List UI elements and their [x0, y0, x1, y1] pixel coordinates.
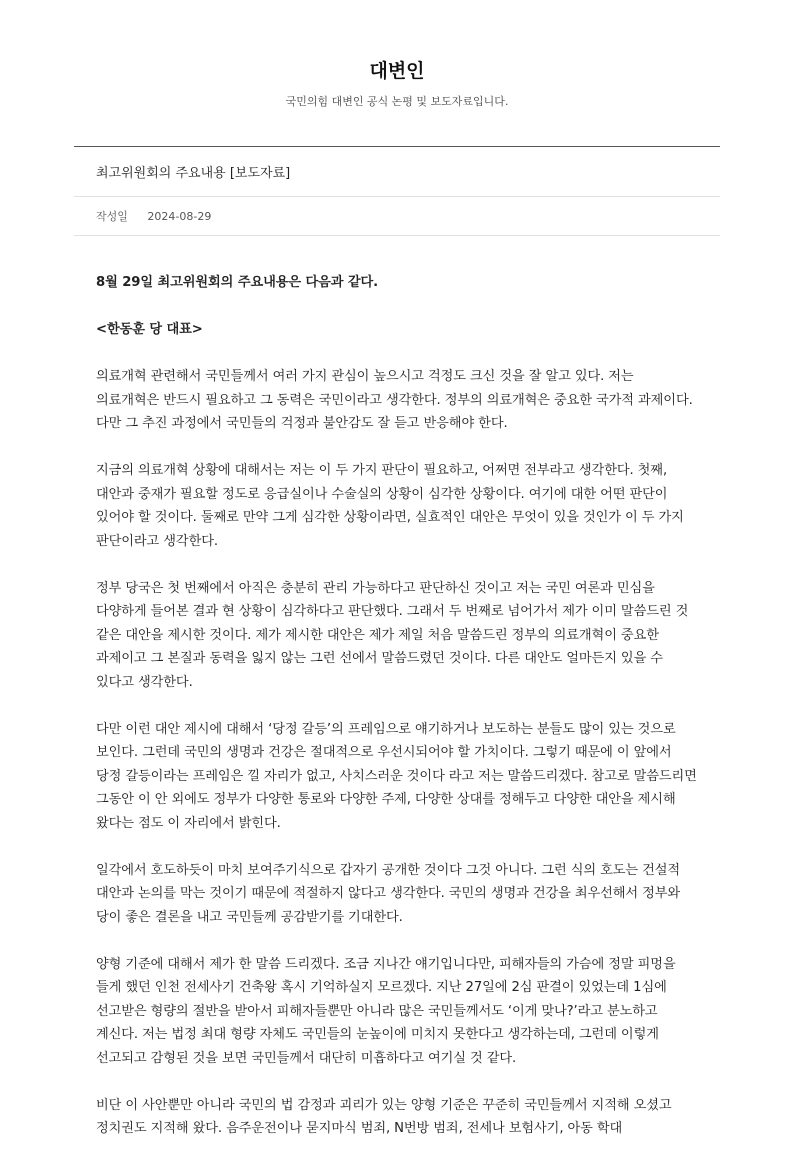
article-paragraph: 비단 이 사안뿐만 아니라 국민의 법 감정과 괴리가 있는 양형 기준은 꾸준히 국민들께서 지적해 오셨고 정치권도 지적해 왔다. 음주운전이나 묻지마식 범죄, N번방 범죄, 전세나 보험사기, 아동 학대	[96, 1097, 672, 1136]
article-paragraph: 정부 당국은 첫 번째에서 아직은 충분히 관리 가능하다고 판단하신 것이고 저는 국민 여론과 민심을 다양하게 들어본 결과 현 상황이 심각하다고 판단했다. 그래서 두 번째로 넘어가서 제가 이미 말씀드린 것 같은 대안을 제시한 것이다. 제가 제시한 대안은 제가 제일 처음 말씀드린 정부의 의료개혁이 중요한 과제이고 그 본질과 동력을 잃지 않는 그런 선에서 말씀드렸던 것이다. 다른 대안도 얼마든지 있을 수 있다고 생각한다.	[96, 580, 689, 690]
article-body	[96, 271, 698, 1164]
article-lead: 8월 29일 최고위원회의 주요내용은 다음과 같다.	[96, 275, 379, 290]
article-paragraph: 다만 이런 대안 제시에 대해서 ‘당정 갈등’의 프레임으로 얘기하거나 보도하는 분들도 많이 있는 것으로 보인다. 그런데 국민의 생명과 건강은 절대적으로 우선시되어야 할 가치이다. 그렇기 때문에 이 앞에서 당정 갈등이라는 프레임은 낄 자리가 없고, 사치스러운 것이다 라고 저는 말씀드리겠다. 참고로 말씀드리면 그동안 이 안 외에도 정부가 다양한 통로와 다양한 주제, 다양한 상대를 정해두고 다양한 대안을 제시해 왔다는 점도 이 자리에서 밝힌다.	[96, 721, 697, 831]
post-title: 최고위원회의 주요내용 [보도자료]	[96, 166, 291, 181]
post-meta	[96, 208, 211, 224]
article-paragraph: 양형 기준에 대해서 제가 한 말씀 드리겠다. 조금 지나간 얘기입니다만, 피해자들의 가슴에 정말 피멍을 들게 했던 인천 전세사기 건축왕 혹시 기억하실지 모르겠다. 지난 27일에 2심 판결이 있었는데 1심에 선고받은 형량의 절반을 받아서 피해자들뿐만 아니라 많은 국민들께서도 ‘이게 맞나?’라고 분노하고 계신다. 저는 법정 최대 형량 자체도 국민들의 눈높이에 미치지 못한다고 생각하는데, 그런데 이렇게 선고되고 감형된 것을 보면 국민들께서 대단히 미흡하다고 여기실 것 같다.	[96, 956, 676, 1066]
post-date: 2024-08-29	[147, 210, 212, 223]
article-paragraph: 의료개혁 관련해서 국민들께서 여러 가지 관심이 높으시고 걱정도 크신 것을 잘 알고 있다. 저는 의료개혁은 반드시 필요하고 그 동력은 국민이라고 생각한다. 정부의 의료개혁은 중요한 국가적 과제이다. 다만 그 추진 과정에서 국민들의 걱정과 불안감도 잘 듣고 반응해야 한다.	[96, 369, 693, 431]
site-title[interactable]: 대변인	[369, 60, 425, 82]
section-heading: <한동훈 당 대표>	[96, 322, 203, 337]
article-paragraph: 일각에서 호도하듯이 마치 보여주기식으로 갑자기 공개한 것이다 그것 아니다. 그런 식의 호도는 건설적 대안과 논의를 막는 것이기 때문에 적절하지 않다고 생각한다. 국민의 생명과 건강을 최우선해서 정부와 당이 좋은 결론을 내고 국민들께 공감받기를 기대한다.	[96, 862, 681, 925]
article-paragraph: 지금의 의료개혁 상황에 대해서는 저는 이 두 가지 판단이 필요하고, 어쩌면 전부라고 생각한다. 첫째, 대안과 중재가 필요할 정도로 응급실이나 수술실의 상황이 심각한 상황이다. 여기에 대한 어떤 판단이 있어야 할 것이다. 둘째로 만약 그게 심각한 상황이라면, 실효적인 대안은 무엇이 있을 것인가 이 두 가지 판단이라고 생각한다.	[96, 463, 684, 549]
site-subtitle: 국민의힘 대변인 공식 논평 및 보도자료입니다.	[285, 95, 509, 108]
header-divider	[74, 146, 720, 147]
meta-divider	[74, 235, 720, 236]
date-label: 작성일	[96, 210, 128, 223]
title-divider	[74, 196, 720, 197]
